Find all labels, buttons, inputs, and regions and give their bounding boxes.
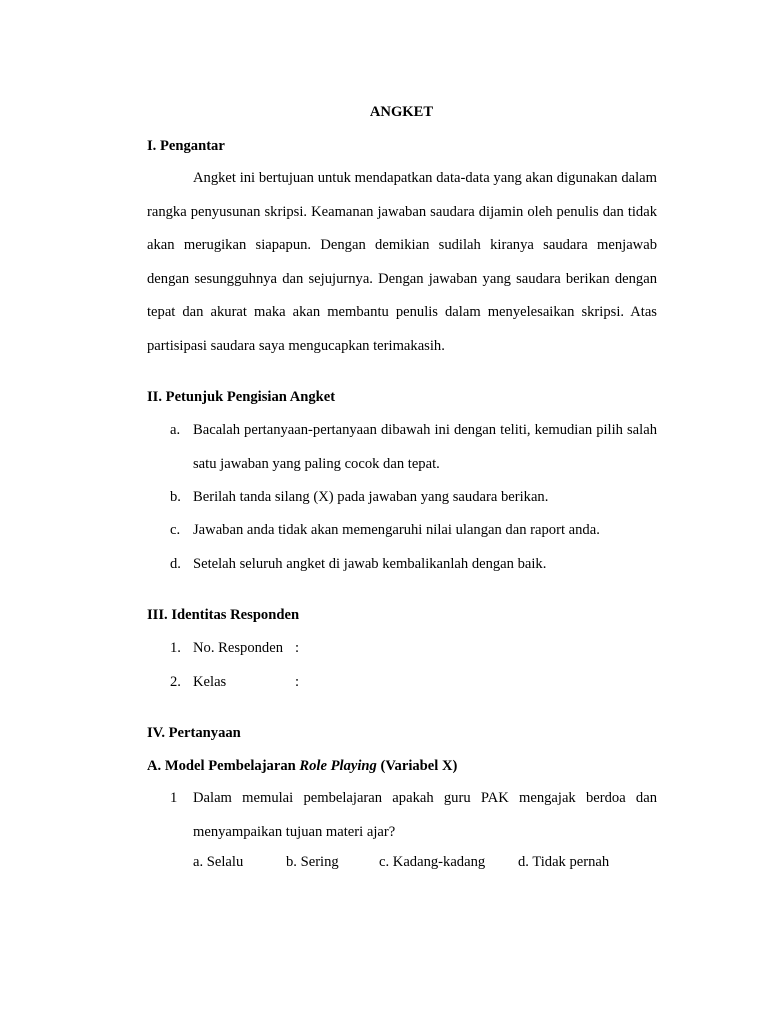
instruction-text: Jawaban anda tidak akan memengaruhi nilai ulangan dan raport anda. xyxy=(193,522,600,538)
subsection-heading xyxy=(147,756,457,776)
identity-colon: : xyxy=(295,640,300,656)
section-heading-pengantar: I. Pengantar xyxy=(147,138,225,154)
answer-option[interactable]: d. Tidak pernah xyxy=(518,854,610,870)
question-text: Dalam memulai pembelajaran apakah guru PAK mengajak berdoa dan menyampaikan tujuan materi ajar? xyxy=(193,790,657,840)
section-heading-pertanyaan: IV. Pertanyaan xyxy=(147,725,241,741)
list-marker: a. xyxy=(170,422,181,438)
intro-paragraph: Angket ini bertujuan untuk mendapatkan data-data yang akan digunakan dalam rangka penyusunan skripsi. Keamanan jawaban saudara dijamin oleh penulis dan tidak akan merugikan siapapun. Dengan demikian sudilah kiranya saudara menjawab dengan sesungguhnya dan sejujurnya. Dengan jawaban yang saudara berikan dengan tepat dan akurat maka akan membantu penulis dalam menyelesaikan skripsi. Atas partisipasi saudara saya mengucapkan terimakasih. xyxy=(147,170,657,354)
instruction-text: Setelah seluruh angket di jawab kembalikanlah dengan baik. xyxy=(193,556,547,572)
list-marker: c. xyxy=(170,522,181,538)
identity-colon: : xyxy=(295,674,300,690)
subheading-prefix: A. Model Pembelajaran xyxy=(147,758,300,774)
question-number: 1 xyxy=(170,790,178,806)
instruction-text: Bacalah pertanyaan-pertanyaan dibawah ini dengan teliti, kemudian pilih salah satu jawaban yang paling cocok dan tepat. xyxy=(193,422,657,472)
identity-label: Kelas xyxy=(193,674,227,690)
identity-label: No. Responden xyxy=(193,640,283,656)
section-heading-identitas: III. Identitas Responden xyxy=(147,607,300,623)
section-heading-petunjuk: II. Petunjuk Pengisian Angket xyxy=(147,389,336,405)
instruction-item xyxy=(147,481,657,515)
instruction-item xyxy=(147,548,657,582)
list-marker: d. xyxy=(170,556,181,572)
identity-field xyxy=(193,666,657,700)
identity-item xyxy=(147,666,657,700)
subheading-suffix: (Variabel X) xyxy=(376,758,458,774)
answer-option[interactable]: a. Selalu xyxy=(193,854,244,870)
identity-field xyxy=(193,632,657,666)
answer-option[interactable]: c. Kadang-kadang xyxy=(379,854,486,870)
document-title: ANGKET xyxy=(369,104,434,120)
identity-item xyxy=(147,632,657,666)
list-marker: 1. xyxy=(170,640,181,656)
instruction-text: Berilah tanda silang (X) pada jawaban yang saudara berikan. xyxy=(193,489,549,505)
instruction-item xyxy=(147,514,657,548)
question-item xyxy=(147,782,657,849)
answer-option[interactable]: b. Sering xyxy=(286,854,339,870)
subheading-italic: Role Playing xyxy=(299,758,377,774)
list-marker: b. xyxy=(170,489,181,505)
list-marker: 2. xyxy=(170,674,181,690)
instruction-item xyxy=(147,414,657,481)
